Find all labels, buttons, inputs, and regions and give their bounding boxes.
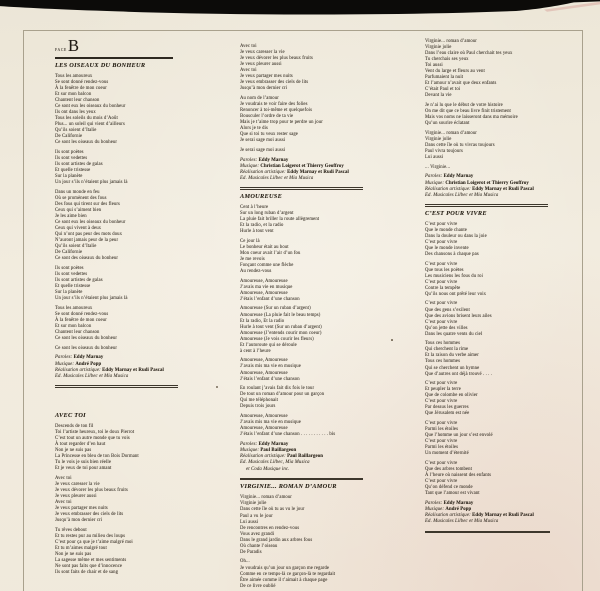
lyric-line: Mais vos noms ne laisseront dans ma mémoire	[425, 115, 518, 121]
stanza	[425, 341, 593, 377]
lyric-line: Non je ne suis pas	[55, 551, 92, 557]
lyric-line: C’était Paul et toi	[425, 87, 461, 93]
lyric-line: Dans le grand jardin aux arbres fous	[240, 537, 313, 543]
song-title: VIRGINIE... ROMAN D’AMOUR	[240, 483, 337, 491]
lyric-line: Depuis trois jours	[240, 404, 276, 410]
lyric-line: Je voudrais qu’un jour un garçon me regarde	[240, 565, 330, 571]
lyric-line: Amoureuse, Amoureuse	[240, 358, 288, 364]
stanza	[240, 495, 408, 555]
lyric-line: Virginie jolie	[425, 136, 452, 142]
lyric-line: J’étais l’enfant d’une chanson	[240, 376, 300, 382]
lyric-line: De ce livre oublié	[240, 583, 276, 589]
lyric-line: Avec toi	[55, 475, 72, 481]
credit-line: Paroles: Eddy Marnay	[425, 174, 474, 180]
lyric-line: Lui aussi	[425, 155, 444, 161]
lyric-line: Amoureuse (La pluie fait le beau temps)	[240, 312, 321, 318]
lyric-line: Paul vivra toujours	[425, 148, 463, 154]
lyric-line: J’avais mis ma vie en musique	[240, 420, 301, 426]
lyric-line: Que tous les poètes	[425, 267, 464, 273]
stanza	[240, 148, 408, 154]
lyric-line: Tu cherchais ses yeux	[425, 57, 469, 63]
lyric-line: Je veux pleurer aussi	[240, 62, 282, 68]
lyric-line: De Californie	[55, 134, 83, 140]
lyric-line: Que Jérusalem est née	[425, 411, 470, 417]
stanza	[240, 386, 408, 410]
lyric-line: Chantent leur chanson	[55, 330, 100, 336]
face-label: FACE	[55, 48, 67, 52]
lyric-line: Qui se cherchent un hymne	[425, 365, 480, 371]
lyric-line: Je veux embrasser des ciels de lits	[240, 80, 309, 86]
lyric-line: Renoncer à toi-même et quelquefois	[240, 108, 313, 114]
stanza	[55, 346, 223, 352]
lyric-line: ... Virginie...	[425, 164, 451, 170]
lyric-line: Que des gens s’exilent	[425, 307, 470, 313]
lyric-line: Dans un monde en feu	[55, 189, 100, 195]
lyric-line: Le bonheur était au bout	[240, 244, 289, 250]
lyric-line: Au nom de l’amour	[240, 95, 279, 101]
stanza	[425, 165, 593, 171]
lyric-line: Je n’ai lu que le début de votre histoire	[425, 103, 503, 109]
lyric-line: Qu’on jette des villes	[425, 325, 468, 331]
lyric-line: C’est pour vivre	[425, 239, 458, 245]
lyric-line: Que le monde chante	[425, 227, 467, 233]
lyric-line: J’avais mis ma vie en musique	[240, 364, 301, 370]
lyric-line: Virginie... roman d’amour	[240, 495, 292, 501]
section-rule	[425, 531, 550, 534]
lyric-line: Dans cette île où tu as vu le jour	[240, 507, 305, 513]
lyric-line: Que de colombe en olivier	[425, 393, 478, 399]
lyric-line: Ils sont vedettes	[55, 156, 88, 162]
lyric-line: C’est pour vivre	[425, 301, 458, 307]
lyric-line: Je veux partager mes nuits	[240, 74, 293, 80]
lyric-line: Je veux dévorer les plus beaux fruits	[55, 487, 128, 493]
lyric-line: Se sont donné rendez-vous	[55, 311, 109, 317]
lyric-line: Amoureuse, Amoureuse	[240, 426, 288, 432]
lyric-line: À la fenêtre de mon coeur	[55, 85, 107, 91]
lyric-line: Et peupler la terre	[425, 387, 461, 393]
lyric-line: Je les aime bien	[55, 214, 87, 220]
stanza	[240, 306, 408, 354]
stanza	[425, 381, 593, 417]
stanza	[55, 528, 223, 576]
lyric-line: Alors je te dis	[240, 126, 268, 132]
lyric-line: Ce sont eux les oiseaux du bonheur	[55, 104, 126, 110]
lyric-line: Que le monde invente	[425, 245, 469, 251]
lyric-line: Tant que l’amour est vivant	[425, 491, 480, 497]
lyric-line: La Princesse en bleu de ton Bois Dormant	[55, 454, 139, 460]
lyric-line: Je veux dévorer les plus beaux fruits	[240, 56, 313, 62]
lyric-line: Je veux embrasser des ciels de lits	[55, 512, 124, 518]
column-left	[55, 37, 223, 580]
lyric-line: Des chansons à chaque pas	[425, 251, 479, 257]
lyric-line: En roulant j’avais fait dix fois le tour	[240, 386, 315, 392]
credit-line: Ed. Musicales Lilbec, Mia Musica	[240, 460, 310, 466]
lyric-line: Que des arbres tombent	[425, 467, 473, 473]
lyric-line: Je veux partager mes nuits	[55, 506, 108, 512]
credit-line: Ed. Musicales Lilbec et Mia Musica	[425, 192, 499, 198]
lyric-line: Je veux pleurer aussi	[55, 493, 97, 499]
lyric-line: Ce sont les oiseaux du bonheur	[55, 140, 118, 146]
credits	[240, 442, 408, 473]
stanza	[55, 424, 223, 472]
lyric-line: Jusqu’à mon dernier cri	[55, 518, 103, 524]
lyric-line: Et tu m’aimes malgré tout	[55, 545, 107, 551]
lyric-line: Ils ont dans les yeux	[55, 110, 96, 116]
lyric-line: Qui cherchent la rime	[425, 347, 469, 353]
lyric-line: Cent à l’heure	[240, 204, 269, 210]
lyric-line: Virginie... roman d’amour	[425, 130, 477, 136]
lyric-line: Et la radio, et la radio	[240, 223, 284, 229]
lyric-line: Tous les amoureux	[55, 305, 93, 311]
lyric-line: Tous les amoureux	[55, 73, 93, 79]
lyric-line: C’est pour vivre	[425, 439, 458, 445]
credit-line: Paroles: Eddy Marnay	[425, 500, 474, 506]
song-title: AMOUREUSE	[240, 192, 283, 200]
lyric-line: Virginie jolie	[240, 501, 267, 507]
column-middle	[240, 44, 408, 591]
lyric-line: J’avais ma vie en musique	[240, 284, 293, 290]
lyric-line: Fonçant comme une flèche	[240, 263, 294, 268]
lyric-line: Parmi les étoiles	[425, 445, 459, 451]
lyric-line: Toi l’artiste heureux, toi le doux Pierrot	[55, 429, 135, 435]
face-rule	[55, 57, 173, 59]
lyric-line: De Paradis	[240, 549, 262, 555]
lyric-line: Ceux qui vivent à deux	[55, 226, 102, 232]
lyric-line: N’auront jamais peur de la peur	[55, 238, 119, 244]
lyric-line: Ils sont vedettes	[55, 272, 88, 278]
lyric-line: C’est pour vivre	[425, 460, 458, 466]
lyric-line: Tu rêves debout	[55, 527, 87, 533]
lyric-line: Paul a vu le jour	[240, 513, 273, 519]
stanza	[240, 358, 408, 382]
lyric-line: Au rendez-vous	[240, 269, 272, 275]
face-letter: B	[67, 36, 80, 55]
lyric-line: Ce sont les oiseaux du bonheur	[55, 345, 118, 351]
credit-line: et Coda Musique inc.	[246, 466, 290, 472]
lyric-line: Ils sont poètes	[55, 266, 84, 272]
section-rule	[55, 385, 178, 388]
lyric-line: Non je ne suis pas	[55, 448, 92, 454]
lyric-line: Et sur mon balcon	[55, 91, 92, 97]
credit-line: Ed. Musicales Lilbec et Mia Musica	[240, 176, 314, 182]
lyric-line: Qu’ils soient d’Italie	[55, 244, 97, 250]
credit-line: Musique: Christian Loigerot et Thierry Geoffroy	[240, 163, 344, 169]
lyric-line: Que des avions brisent leurs ailes	[425, 313, 492, 319]
credit-line: Ed. Musicales Lilbec et Mia Musica	[55, 374, 129, 380]
lyric-line: La pluie fait briller la route allègrement	[240, 217, 320, 223]
lyric-line: De Californie	[55, 250, 83, 256]
lyric-line: Sur la planète	[55, 290, 83, 296]
credit-line: Réalisation artistique: Eddy Marnay et Rudi Pascal	[425, 186, 534, 192]
stanza	[55, 306, 223, 342]
lyric-line: C’est tout un autre monde que tu vois	[55, 435, 130, 441]
lyric-line: J’étais l’enfant d’une chanson . . . . . . . . . . . bis	[240, 432, 336, 438]
lyric-line: C’est pour vivre	[425, 399, 458, 405]
lyric-line: Dans la douleur ou dans la joie	[425, 233, 487, 239]
section-rule	[240, 187, 363, 190]
stanza	[240, 279, 408, 303]
lyric-line: Oh...	[240, 559, 250, 565]
lyric-line: Et quelle tristesse	[55, 168, 91, 174]
lyric-line: à cent à l’heure	[240, 348, 271, 354]
lyric-line: Descends de ton fil	[55, 423, 94, 429]
lyric-line: Lui aussi	[240, 519, 259, 525]
lyric-line: Je voudrais te voir faire des folies	[240, 102, 308, 108]
stanza	[425, 301, 593, 337]
lyric-line: C’est pour ça que je t’aime malgré moi	[55, 539, 133, 545]
lyric-line: C’est pour vivre	[425, 221, 458, 227]
lyric-line: À tout regarder d’en haut	[55, 441, 106, 447]
lyric-line: Et tu restes pur au milieu des loups	[55, 533, 126, 539]
lyric-line: Chantent leur chanson	[55, 98, 100, 104]
lyric-line: C’est pour vivre	[425, 319, 458, 325]
lyric-line: Où chante l’oiseau	[240, 543, 278, 549]
column-right	[425, 39, 593, 536]
lyric-line: Et la radio, Et la radio	[240, 318, 285, 324]
credit-line: Réalisation artistique: Eddy Marnay et Rudi Pascal	[425, 513, 534, 519]
lyric-line: Que si toi tu veux rester sage	[240, 132, 299, 138]
lyric-line: Avec toi	[240, 68, 257, 74]
lyric-line: Ne sont pas faits que d’innocence	[55, 564, 123, 570]
stanza	[425, 421, 593, 457]
lyric-line: Amoureuse, Amoureuse	[240, 370, 288, 376]
lyric-line: Sur un long ruban d’argent	[240, 211, 294, 217]
lyric-line: C’est pour vivre	[425, 479, 458, 485]
lyric-line: Et quelle tristesse	[55, 284, 91, 290]
lyric-line: Qu’on défend ce monde	[425, 485, 473, 491]
credits	[425, 501, 593, 526]
lyric-line: Les musiciens les fous du roi	[425, 273, 484, 279]
lyric-line: Ce jour là	[240, 238, 260, 244]
lyric-line: Amoureuse (J’entends courir mon coeur)	[240, 330, 322, 336]
credit-line: Ed. Musicales Lilbec et Mia Musica	[425, 519, 499, 525]
lyric-line: Ils sont poètes	[55, 150, 84, 155]
lyric-line: Virginie... roman d’amour	[425, 39, 477, 44]
lyric-line: C’est pour vivre	[425, 381, 458, 387]
credit-line: Paroles: Eddy Marnay	[240, 157, 289, 163]
lyric-line: Un jour s’ils n’étaient plus jamais là	[55, 296, 128, 302]
credit-line: Paroles: Eddy Marnay	[55, 355, 104, 361]
lyric-line: On me dit que ce beau livre finit tristement	[425, 109, 511, 115]
lyric-line: Mon coeur avait l’air d’un fou	[240, 250, 301, 256]
lyric-line: Plus... un soleil qui vient d’ailleurs	[55, 122, 125, 128]
lyric-line: Dans cette île où tu vivras toujours	[425, 142, 495, 148]
section-rule	[425, 204, 548, 207]
lyric-line: Mais je t’aime trop pour te perdre un jour	[240, 120, 323, 126]
lyric-line: Vous avez grandi	[240, 531, 275, 537]
stanza	[425, 131, 593, 161]
lyric-line: Je me revois	[240, 256, 265, 262]
lyric-line: Et la raison du verbe aimer	[425, 353, 479, 359]
credit-line: Réalisation artistique: Eddy Marnay et Rudi Pascal	[55, 367, 164, 373]
lyric-line: Parfumaient la nuit	[425, 75, 464, 81]
lyric-line: Qu’un sourire éclatant	[425, 121, 470, 127]
lyric-line: Et je veux de toi pour amant	[55, 466, 112, 472]
lyric-line: À l’heure où naissent des enfants	[425, 473, 492, 479]
lyric-line: Virginie jolie	[425, 45, 452, 51]
lyric-line: Amoureuse (Sur un ruban d’argent)	[240, 306, 311, 312]
credit-line: Paroles: Eddy Marnay	[240, 441, 289, 447]
lyric-line: Vent du large et fleurs au vent	[425, 69, 485, 75]
stanza	[55, 74, 223, 147]
stanza	[240, 205, 408, 235]
lyric-line: Je serai sage moi aussi	[240, 147, 286, 153]
lyric-line: Ils sont artistes de galas	[55, 278, 103, 284]
lyric-line: Que l’homme un jour s’est envolé	[425, 433, 493, 439]
lyric-line: C’est pour vivre	[425, 261, 458, 267]
credits	[55, 355, 223, 380]
credit-line: Réalisation artistique: Paul Baillargeon	[240, 454, 323, 460]
lyric-line: Dans l’eau claire où Paul cherchait tes yeux	[425, 51, 513, 57]
credit-line: Musique: André Popp	[55, 361, 102, 367]
lyric-line: Et sur mon balcon	[55, 324, 92, 330]
lyric-line: Je veux caresser la vie	[55, 481, 100, 487]
lyric-line: Devant la vie	[425, 93, 452, 99]
lyric-line: Sur la planète	[55, 174, 83, 180]
lyric-line: Hurle à tout vent	[240, 229, 274, 235]
lyric-line: Comme en ce temps-là ce garçon-là te regardait	[240, 571, 336, 577]
stanza	[240, 414, 408, 438]
song-title: C’EST POUR VIVRE	[425, 209, 487, 217]
stanza	[240, 239, 408, 275]
lyric-line: Ce sont des oiseaux du bonheur	[55, 256, 119, 262]
stanza	[240, 559, 408, 589]
lyric-line: De tout un roman d’amour pour un garçon	[240, 392, 325, 398]
stanza	[55, 476, 223, 524]
stanza	[425, 222, 593, 258]
lyric-line: Se sont donné rendez-vous	[55, 79, 109, 85]
credit-line: Réalisation artistique: Eddy Marnay et Rudi Pascal	[240, 169, 349, 175]
lyric-line: Amoureuse, Amoureuse	[240, 278, 288, 284]
lyric-line: C’est pour vivre	[425, 279, 458, 285]
lyric-line: Qui n’ont pas peur des mots doux	[55, 232, 123, 238]
stanza	[425, 103, 593, 127]
lyric-line: Tous ces hommes	[425, 341, 461, 347]
stanza	[240, 44, 408, 92]
stanza	[55, 266, 223, 302]
lyric-line: Qu’ils nous ont prêté leur voix	[425, 291, 487, 297]
stanza	[425, 39, 593, 99]
lyric-line: Toi aussi	[425, 63, 443, 69]
lyric-line: J’étais l’enfant d’une chanson	[240, 296, 300, 302]
lyric-line: Je serai sage moi aussi	[240, 138, 286, 144]
lyric-line: Amoureuse (Je vois courir les fleurs)	[240, 336, 314, 342]
stanza	[425, 461, 593, 497]
song-title: AVEC TOI	[55, 411, 86, 419]
lyric-line: Et l’amour n’avait que deux enfants	[425, 81, 497, 87]
face-header	[55, 37, 223, 54]
lyric-line: Que d’autres ont déjà trouvé . . . .	[425, 371, 493, 377]
stanza	[425, 262, 593, 298]
lyric-line: Qui me téléphonait	[240, 398, 279, 404]
lyric-line: Parmi les étoiles	[425, 427, 459, 433]
photo-top-edge	[0, 0, 600, 17]
lyric-line: Dans les quatre vents du ciel	[425, 331, 483, 337]
lyric-line: La sagesse même et mes sentiments	[55, 558, 127, 563]
lyric-line: Amoureuse, Amoureuse	[240, 414, 288, 419]
credits	[240, 158, 408, 183]
credits	[425, 174, 593, 199]
lyric-line: Je veux caresser la vie	[240, 50, 285, 56]
stanza	[55, 150, 223, 186]
lyric-line: Bousculer l’ordre de ta vie	[240, 114, 294, 120]
song-title: LES OISEAUX DU BONHEUR	[55, 61, 146, 69]
lyric-line: Ce sont les oiseaux du bonheur	[55, 336, 118, 342]
lyric-line: À la fenêtre de mon coeur	[55, 318, 107, 323]
lyric-line: Où se promènent des fous	[55, 195, 107, 201]
lyric-line: Ils sont faits de chair et de sang	[55, 570, 119, 576]
stanza	[55, 190, 223, 263]
lyric-line: Ceux qui s’aiment bien	[55, 208, 102, 214]
lyric-line: Des fous qui tirent sur des fleurs	[55, 201, 121, 207]
lyric-line: C’est pour vivre	[425, 421, 458, 427]
stanza	[240, 96, 408, 144]
lyric-line: Jusqu’à mon dernier cri	[240, 86, 288, 92]
lyric-line: Tous les soleils du mois d’Août	[55, 116, 118, 122]
credit-line: Musique: André Popp	[425, 507, 472, 513]
credit-line: Musique: Paul Baillargeon	[240, 447, 297, 453]
lyric-line: Avec toi	[55, 499, 72, 505]
lyric-line: Par dessus les guerres	[425, 405, 469, 411]
lyric-line: Hurle à tout vent (Sur un ruban d’argent)	[240, 324, 322, 330]
lyric-line: Un moment d’éternité	[425, 451, 469, 457]
lyric-line: Et l’autoroute qui se déroule	[240, 342, 297, 348]
section-rule	[240, 478, 363, 481]
lyric-line: Un jour s’ils n’étaient plus jamais là	[55, 180, 128, 186]
lyric-line: Ils sont artistes de galas	[55, 162, 103, 168]
lyric-line: Avec toi	[240, 44, 257, 49]
lyric-line: Contre la tempête	[425, 285, 461, 291]
lyric-line: De rencontres en rendez-vous	[240, 525, 300, 531]
lyric-line: Tu le vois je suis bien réelle	[55, 460, 112, 466]
credit-line: Musique: Christian Loigerot et Thierry Geoffroy	[425, 180, 529, 186]
lyric-line: Être aimée comme il t’aimait à chaque page	[240, 577, 328, 583]
lyric-line: Amoureuse, Amoureuse	[240, 290, 288, 296]
lyric-line: Ce sont eux les oiseaux du bonheur	[55, 220, 126, 226]
lyric-line: Tous ces hommes	[425, 359, 461, 365]
lyric-line: Qu’ils soient d’Italie	[55, 128, 97, 134]
